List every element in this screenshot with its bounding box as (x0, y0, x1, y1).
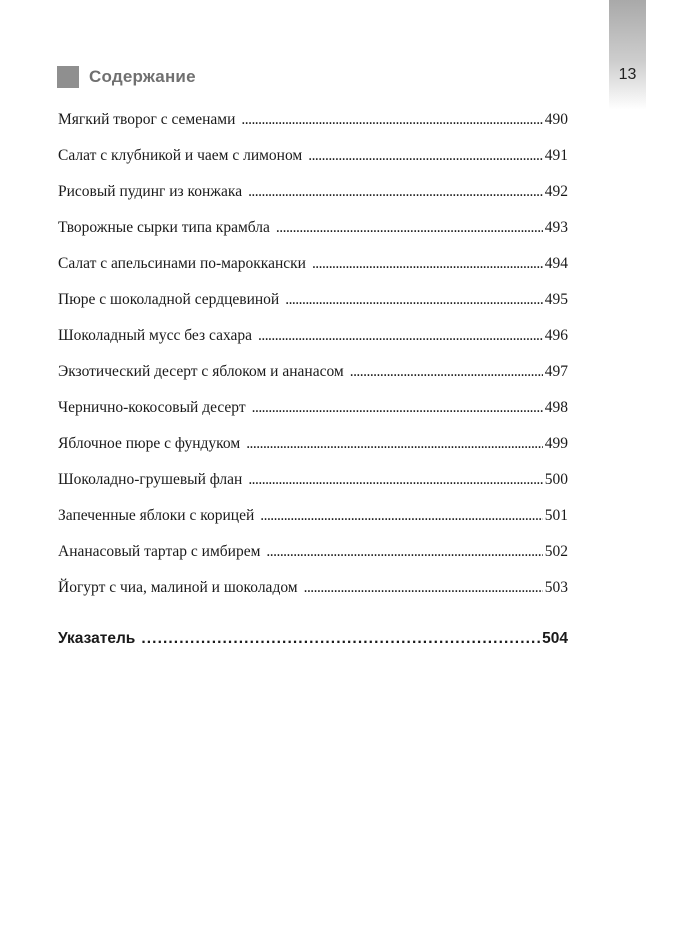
section-title: Содержание (89, 67, 196, 86)
toc-entry-page: 495 (544, 291, 568, 308)
dot-leader (304, 576, 543, 600)
toc-entry[interactable] (58, 576, 568, 612)
index-entry-page: 504 (542, 630, 568, 647)
toc-entry[interactable] (58, 180, 568, 216)
toc-entry[interactable] (58, 144, 568, 180)
dot-leader (248, 180, 543, 204)
toc-entry-title: Салат с клубникой и чаем с лимоном (58, 147, 303, 164)
dot-leader (312, 252, 543, 276)
dot-leader (241, 108, 542, 132)
toc-entry-page: 494 (544, 255, 568, 272)
toc-entry[interactable] (58, 396, 568, 432)
section-header (57, 66, 196, 88)
dot-leader (266, 540, 542, 564)
toc-entry-page: 501 (544, 507, 568, 524)
toc-entry-page: 500 (544, 471, 568, 488)
toc-entry[interactable] (58, 288, 568, 324)
dot-leader (276, 216, 543, 240)
toc-entry-title: Йогурт с чиа, малиной и шоколадом (58, 579, 298, 596)
toc-entry[interactable] (58, 432, 568, 468)
toc-entry-title: Пюре с шоколадной сердцевиной (58, 291, 280, 308)
toc-entry-title: Шоколадно-грушевый флан (58, 471, 243, 488)
index-entry[interactable] (58, 627, 568, 651)
toc-entry-title: Мягкий творог с семенами (58, 111, 236, 128)
toc-entry-title: Чернично-кокосовый десерт (58, 399, 246, 416)
toc-entry-page: 499 (544, 435, 568, 452)
toc-entry-title: Яблочное пюре с фундуком (58, 435, 241, 452)
dot-leader (258, 324, 543, 348)
dot-leader (285, 288, 543, 312)
table-of-contents (58, 108, 568, 612)
toc-entry-page: 497 (544, 363, 568, 380)
dot-leader (248, 468, 542, 492)
toc-entry-title: Шоколадный мусс без сахара (58, 327, 252, 344)
toc-entry[interactable] (58, 108, 568, 144)
toc-entry-page: 490 (544, 111, 568, 128)
toc-entry-page: 492 (544, 183, 568, 200)
toc-entry[interactable] (58, 216, 568, 252)
toc-entry-title: Экзотический десерт с яблоком и ананасом (58, 363, 344, 380)
toc-entry-title: Салат с апельсинами по-мароккански (58, 255, 306, 272)
dot-leader (252, 396, 543, 420)
dot-leader (350, 360, 543, 384)
index-entry-title: Указатель (58, 630, 136, 647)
toc-entry-page: 496 (544, 327, 568, 344)
dot-leader (308, 144, 543, 168)
toc-entry[interactable] (58, 468, 568, 504)
toc-entry[interactable] (58, 360, 568, 396)
dot-leader (260, 504, 543, 528)
toc-entry[interactable] (58, 252, 568, 288)
toc-entry-page: 502 (544, 543, 568, 560)
toc-entry-title: Ананасовый тартар с имбирем (58, 543, 261, 560)
toc-entry-page: 498 (544, 399, 568, 416)
page-number: 13 (618, 66, 637, 83)
toc-entry[interactable] (58, 324, 568, 360)
toc-entry-title: Творожные сырки типа крамбла (58, 219, 270, 236)
page-edge-tab (609, 0, 646, 110)
toc-entry-page: 491 (544, 147, 568, 164)
dot-leader (246, 432, 543, 456)
header-marker-square (57, 66, 79, 88)
dot-leader (141, 627, 540, 651)
toc-entry-page: 493 (544, 219, 568, 236)
toc-entry-title: Рисовый пудинг из конжака (58, 183, 243, 200)
toc-entry[interactable] (58, 504, 568, 540)
toc-entry-page: 503 (544, 579, 568, 596)
toc-entry[interactable] (58, 540, 568, 576)
toc-entry-title: Запеченные яблоки с корицей (58, 507, 255, 524)
